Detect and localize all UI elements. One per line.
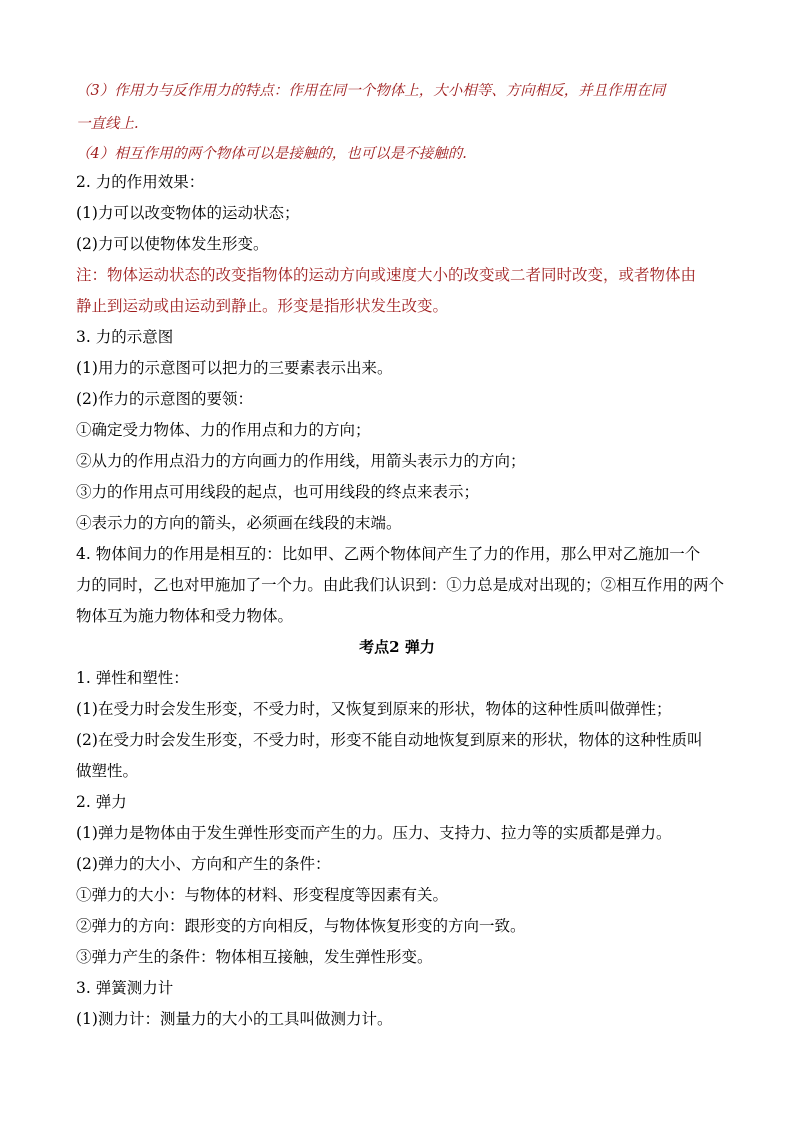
text-line: (2)在受力时会发生形变，不受力时，形变不能自动地恢复到原来的形状，物体的这种性质叫 [76, 731, 703, 749]
text-line: (1)弹力是物体由于发生弹性形变而产生的力。压力、支持力、拉力等的实质都是弹力。 [76, 824, 672, 842]
text-line: (2)力可以使物体发生形变。 [76, 235, 269, 253]
section-heading: 2. 力的作用效果： [76, 173, 205, 191]
text-line: (1)力可以改变物体的运动状态； [76, 204, 300, 222]
section-heading: 1. 弹性和塑性： [76, 669, 189, 687]
text-line: ③力的作用点可用线段的起点，也可用线段的终点来表示； [76, 483, 480, 501]
text-line: (1)测力计：测量力的大小的工具叫做测力计。 [76, 1010, 393, 1028]
text-line: (2)弹力的大小、方向和产生的条件： [76, 855, 331, 873]
section-heading: 3. 弹簧测力计 [76, 979, 174, 997]
text-line: 做塑性。 [76, 762, 139, 780]
text-line: （4）相互作用的两个物体可以是接触的，也可以是不接触的. [76, 146, 467, 162]
text-line: ②从力的作用点沿力的方向画力的作用线，用箭头表示力的方向； [76, 452, 526, 470]
text-line: ③弹力产生的条件：物体相互接触，发生弹性形变。 [76, 948, 433, 966]
text-line: (1)在受力时会发生形变，不受力时，又恢复到原来的形状，物体的这种性质叫做弹性； [76, 700, 672, 718]
text-line: ④表示力的方向的箭头，必须画在线段的末端。 [76, 514, 402, 532]
text-line: 物体互为施力物体和受力物体。 [76, 607, 294, 625]
text-line: 4. 物体间力的作用是相互的：比如甲、乙两个物体间产生了力的作用，那么甲对乙施加一个 [76, 545, 701, 563]
text-line: (2)作力的示意图的要领： [76, 390, 253, 408]
text-line: (1)用力的示意图可以把力的三要素表示出来。 [76, 359, 393, 377]
text-line: 力的同时，乙也对甲施加了一个力。由此我们认识到：①力总是成对出现的；②相互作用的两个 [76, 576, 725, 594]
text-line: ②弹力的方向：跟形变的方向相反，与物体恢复形变的方向一致。 [76, 917, 526, 935]
section-heading: 3. 力的示意图 [76, 328, 174, 346]
text-line: ①弹力的大小：与物体的材料、形变程度等因素有关。 [76, 886, 449, 904]
section-heading: 2. 弹力 [76, 793, 127, 811]
text-line: ①确定受力物体、力的作用点和力的方向； [76, 421, 371, 439]
note-line: 注：物体运动状态的改变指物体的运动方向或速度大小的改变或二者同时改变，或者物体由 [76, 266, 697, 284]
text-line: 一直线上. [76, 116, 139, 132]
text-line: （3）作用力与反作用力的特点：作用在同一个物体上，大小相等、方向相反，并且作用在同 [76, 83, 666, 99]
topic-heading: 考点2 弹力 [359, 638, 435, 656]
note-line: 静止到运动或由运动到静止。形变是指形状发生改变。 [76, 297, 449, 315]
